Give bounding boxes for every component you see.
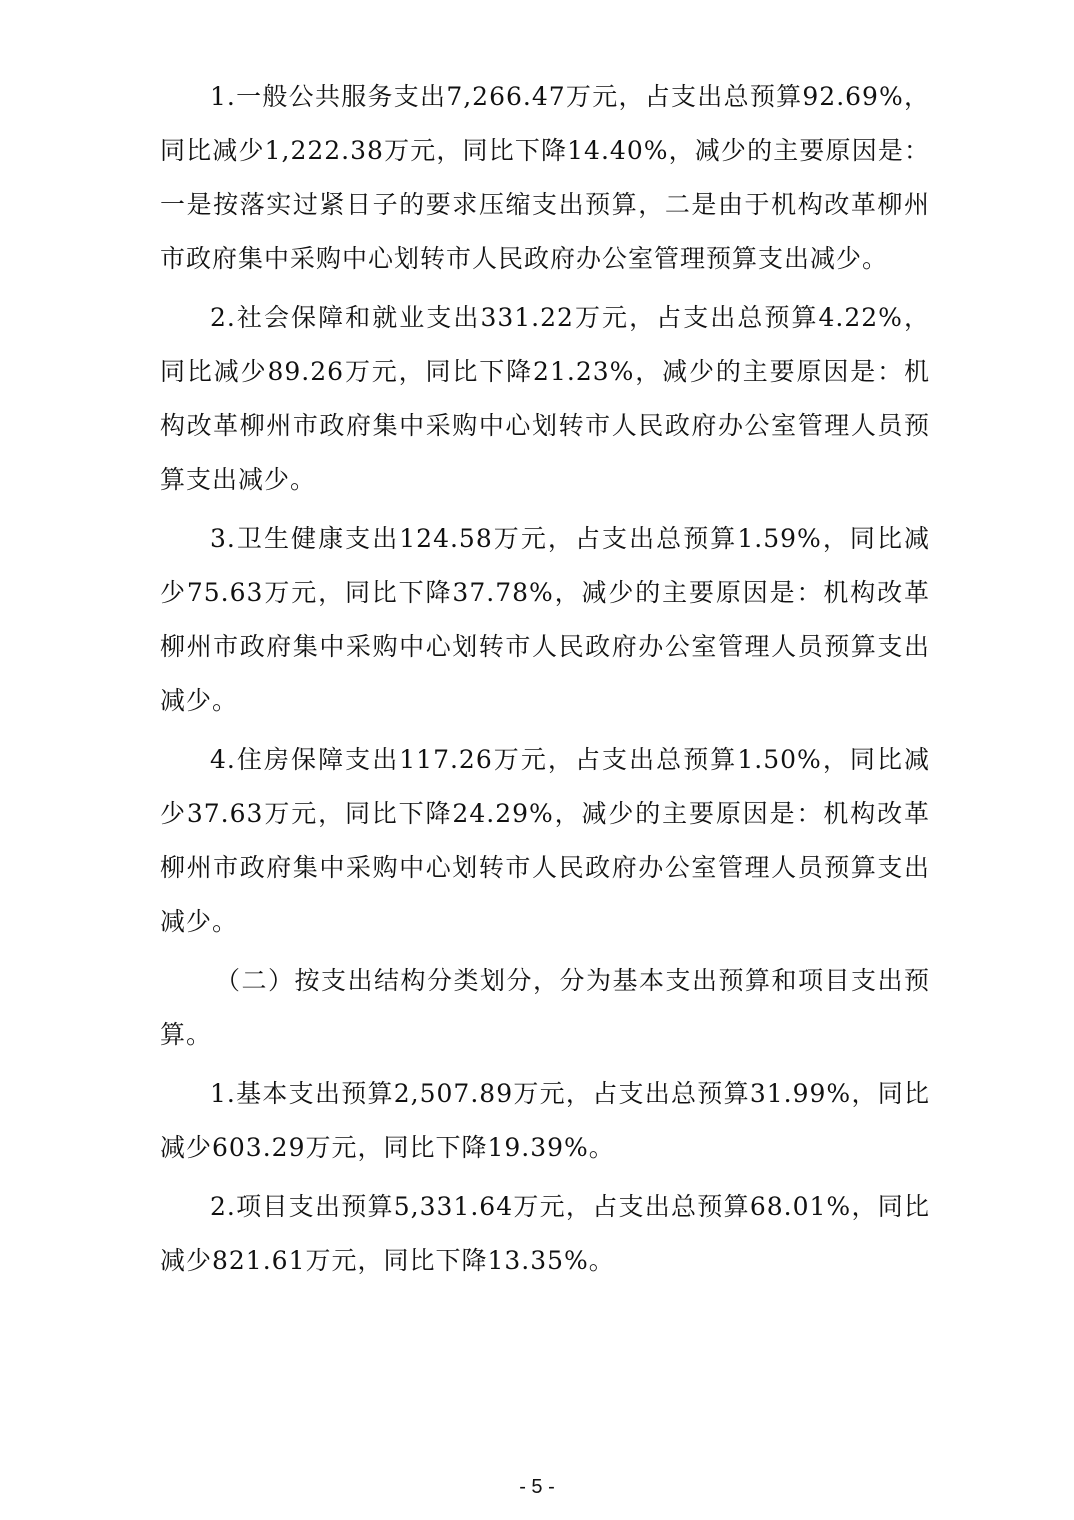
- page-number: - 5 -: [519, 1476, 555, 1498]
- paragraph-general-public-services: 1.一般公共服务支出7,266.47万元，占支出总预算92.69%，同比减少1,222.38万元，同比下降14.40%，减少的主要原因是：一是按落实过紧日子的要求压缩支出预算，二是由于机构改革柳州市政府集中采购中心划转市人民政府办公室管理预算支出减少。: [160, 82, 930, 273]
- section-heading-expenditure-structure: （二）按支出结构分类划分，分为基本支出预算和项目支出预算。: [160, 966, 930, 1049]
- document-body: [160, 70, 930, 1293]
- paragraph-project-expenditure: 2.项目支出预算5,331.64万元，占支出总预算68.01%，同比减少821.61万元，同比下降13.35%。: [160, 1192, 930, 1275]
- paragraph-health: 3.卫生健康支出124.58万元，占支出总预算1.59%，同比减少75.63万元，同比下降37.78%，减少的主要原因是：机构改革柳州市政府集中采购中心划转市人民政府办公室管理人员预算支出减少。: [160, 524, 930, 715]
- paragraph-housing: 4.住房保障支出117.26万元，占支出总预算1.50%，同比减少37.63万元，同比下降24.29%，减少的主要原因是：机构改革柳州市政府集中采购中心划转市人民政府办公室管理人员预算支出减少。: [160, 745, 930, 936]
- paragraph-basic-expenditure: 1.基本支出预算2,507.89万元，占支出总预算31.99%，同比减少603.29万元，同比下降19.39%。: [160, 1079, 930, 1162]
- paragraph-social-security: 2.社会保障和就业支出331.22万元，占支出总预算4.22%，同比减少89.26万元，同比下降21.23%，减少的主要原因是：机构改革柳州市政府集中采购中心划转市人民政府办公室管理人员预算支出减少。: [160, 303, 930, 494]
